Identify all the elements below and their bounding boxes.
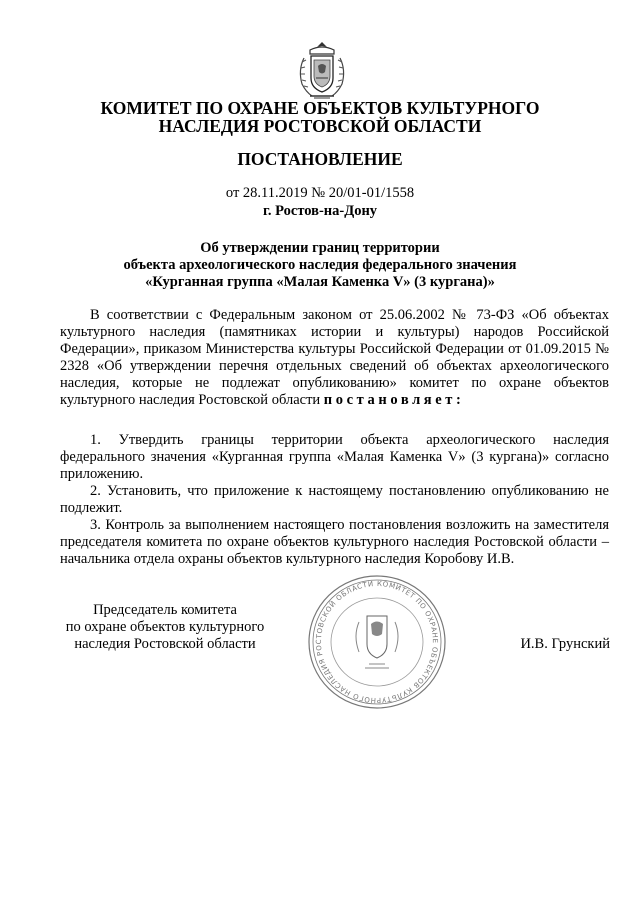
preamble-text: В соответствии с Федеральным законом от 25.06.2002 № 73-ФЗ «Об объектах культурного наследия (памятниках истории и культуры) народов Российской Федерации», приказом Министерства культуры Российской Федерации от 01.09.2015 № 2328 «Об утверждении перечня отдельных сведений об объектах археологического наследия, которые не подлежат опубликованию» комитет по охране объектов культурного наследия Ростовской области (60, 307, 609, 408)
preamble-paragraph (60, 307, 609, 409)
organization-name-line-1: КОМИТЕТ ПО ОХРАНЕ ОБЪЕКТОВ КУЛЬТУРНОГО (100, 98, 540, 118)
subject-line-3: «Курганная группа «Малая Каменка V» (3 кургана)» (145, 274, 495, 290)
signatory-position (60, 602, 270, 653)
resolves-word: постановляет: (323, 392, 465, 408)
official-seal-icon (305, 572, 450, 712)
item-1-paragraph (60, 432, 609, 483)
document-type: ПОСТАНОВЛЕНИЕ (237, 149, 403, 169)
item-3-text: 3. Контроль за выполнением настоящего постановления возложить на заместителя председателя комитета по охране объектов культурного наследия Ростовской области – начальника отдела охраны объектов культурного наследия Коробову И.В. (60, 517, 609, 567)
item-3-paragraph (60, 517, 609, 568)
subject-line-2: объекта археологического наследия федерального значения (123, 257, 517, 273)
item-2-text: 2. Установить, что приложение к настоящему постановлению опубликованию не подлежит. (60, 483, 609, 516)
signatory-position-line-2: по охране объектов культурного (65, 619, 265, 635)
signatory-position-line-1: Председатель комитета (93, 602, 237, 618)
seal-text: КОМИТЕТ ПО ОХРАНЕ ОБЪЕКТОВ КУЛЬТУРНОГО НАСЛЕДИЯ РОСТОВСКОЙ ОБЛАСТИ (314, 579, 439, 705)
signatory-position-line-3: наследия Ростовской области (74, 636, 256, 652)
item-2-paragraph (60, 483, 609, 517)
organization-name (0, 99, 640, 135)
organization-name-line-2: НАСЛЕДИЯ РОСТОВСКОЙ ОБЛАСТИ (158, 116, 482, 136)
svg-text:КОМИТЕТ ПО ОХРАНЕ ОБЪЕКТОВ КУЛ (315, 580, 439, 704)
date-and-number: от 28.11.2019 № 20/01-01/1558 (225, 185, 415, 201)
item-1-text: 1. Утвердить границы территории объекта археологического наследия федерального значения «Курганная группа «Малая Каменка V» (3 кургана)» согласно приложению. (60, 432, 609, 482)
document-subject (0, 240, 640, 291)
coat-of-arms-emblem-icon (296, 40, 348, 102)
signatory-name: И.В. Грунский (520, 636, 610, 652)
subject-line-1: Об утверждении границ территории (200, 240, 440, 256)
city: г. Ростов-на-Дону (262, 203, 378, 219)
